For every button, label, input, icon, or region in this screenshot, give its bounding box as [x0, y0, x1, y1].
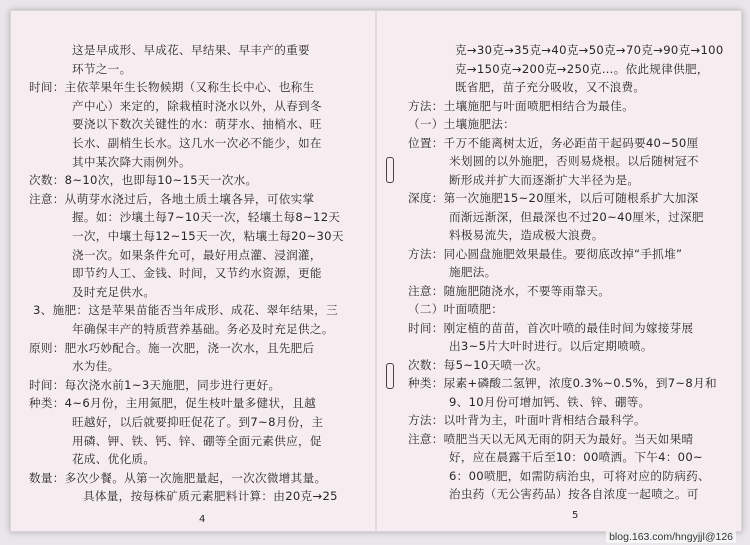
- left-text-line: 一次，中壤土每12~15天一次，粘壤土每20~30天: [72, 229, 344, 243]
- left-text-line: 即节约人工、金钱、时间，又节约水资源，更能: [72, 266, 322, 281]
- left-text-line: 次数：8~10次，也即每10~15天一次水。: [29, 173, 258, 188]
- right-text-line: 深度：第一次施肥15~20厘米，以后可随根系扩大加深: [408, 191, 699, 205]
- left-text-line: 这是早成形、早成花、早结果、早丰产的重要: [72, 43, 310, 57]
- right-text-line: 方法：土壤施肥与叶面喷肥相结合为最佳。: [408, 98, 634, 113]
- page-number-right: 5: [572, 510, 579, 521]
- left-text-line: 产中心）来定的，除栽植时浇水以外，从春到冬: [72, 98, 322, 113]
- left-text-line: 用磷、钾、铁、钙、锌、硼等全面元素供应，促: [72, 433, 322, 448]
- blog-watermark: blog.163.com/hngyjjl@126: [606, 531, 736, 543]
- left-text-line: 种类：4~6月份，主用氮肥，促生枝叶量多健状，且越: [29, 396, 317, 411]
- booklet-spread: [10, 10, 742, 532]
- right-text-line: （二）叶面喷肥：: [408, 302, 504, 316]
- left-text-line: 浇一次。如果条件允可，最好用点灌、浸润灌，: [72, 247, 322, 262]
- right-text-line: 方法：同心圆盘施肥效果最佳。要彻底改掉“手抓堆”: [408, 246, 683, 261]
- left-text-line: 数量：多次少餐。从第一次施肥量起，一次次微增其量。: [29, 470, 327, 485]
- right-text-line: 料极易流失，造成极大浪费。: [449, 228, 604, 242]
- right-text-line: 方法：以叶背为主，叶面叶背相结合最科学。: [408, 413, 646, 427]
- right-text-line: 克→150克→200克→250克…。依此规律供肥，: [455, 61, 709, 76]
- left-text-line: 其中某次降大雨例外。: [72, 154, 191, 169]
- right-text-line: 米划圆的以外施肥，否则易烧根。以后随树冠不: [449, 154, 699, 168]
- right-text-line: 6：00喷肥，如需防病治虫，可将对应的防病药、: [449, 468, 710, 483]
- right-text-line: 而渐远渐深，但最深也不过20~40厘米，过深肥: [449, 209, 704, 224]
- right-text-line: 治虫药（无公害药品）按各自浓度一起喷之。可: [449, 487, 699, 501]
- right-text-line: 施肥法。: [449, 265, 497, 279]
- right-page: [376, 11, 740, 531]
- right-text-line: 断形成并扩大而逐渐扩大半径为是。: [449, 172, 640, 187]
- left-text-line: 年确保丰产的特质营养基础。务必及时充足供之。: [72, 322, 334, 336]
- left-text-line: 长水、副梢生长水。这几水一次必不能少，如在: [72, 136, 322, 150]
- left-page: [11, 11, 375, 531]
- left-text-line: 时间：主依苹果年生长物候期（又称生长中心、也称生: [29, 80, 315, 95]
- right-text-line: 位置：千万不能离树太近，务必距苗干起码要40~50厘: [408, 135, 699, 150]
- right-text-line: 克→30克→35克→40克→50克→70克→90克→100: [455, 43, 724, 57]
- left-text-line: 时间：每次浇水前1~3天施肥，同步进行更好。: [29, 377, 281, 392]
- left-text-line: 原则：肥水巧妙配合。施一次肥，浇一次水，且先肥后: [29, 340, 315, 355]
- left-text-line: 环节之一。: [72, 61, 132, 76]
- left-text-line: 注意：从萌芽水浇过后，各地土质土壤各异，可依实掌: [29, 191, 315, 206]
- left-text-line: 水为佳。: [72, 359, 120, 374]
- left-text-line: 及时充足供水。: [72, 284, 156, 299]
- left-text-line: 花成、优化质。: [72, 452, 156, 467]
- left-text-line: 3、施肥：这是苹果苗能否当年成形、成花、翠年结果，三: [33, 303, 339, 318]
- right-text-line: 9、10月份可增加钙、铁、锌、硼等。: [449, 394, 651, 409]
- right-text-line: 注意：喷肥当天以无风无雨的阴天为最好。当天如果晴: [408, 431, 694, 446]
- right-text-line: 注意：随施肥随浇水，不要等雨靠天。: [408, 283, 611, 298]
- right-text-line: 种类：尿素+磷酸二氢钾，浓度0.3%~0.5%，到7~8月和: [408, 376, 717, 390]
- left-text-line: 握。如：沙壤土每7~10天一次，轻壤土每8~12天: [72, 210, 341, 225]
- right-text-line: 好，应在晨露干后至10：00喷洒。下午4：00~: [449, 450, 704, 464]
- left-text-line: 具体量，按每株矿质元素肥料计算：由20克→25: [83, 489, 338, 504]
- right-text-line: 出3~5片大叶时进行。以后定期喷喷。: [449, 339, 653, 353]
- right-text-line: 次数：每5~10天喷一次。: [408, 357, 549, 372]
- right-text-line: 既省肥，苗子充分吸收，又不浪费。: [455, 80, 646, 94]
- page-number-left: 4: [199, 514, 206, 525]
- left-text-line: 旺越好，以后就要抑旺促花了。到7~8月份，主: [72, 415, 324, 429]
- left-text-line: 要浇以下数次关键性的水：萌芽水、抽梢水、旺: [72, 117, 322, 132]
- right-text-line: （一）土壤施肥法：: [408, 117, 516, 131]
- right-text-line: 时间：刚定植的苗苗，首次叶喷的最佳时间为嫁接芽展: [408, 320, 694, 335]
